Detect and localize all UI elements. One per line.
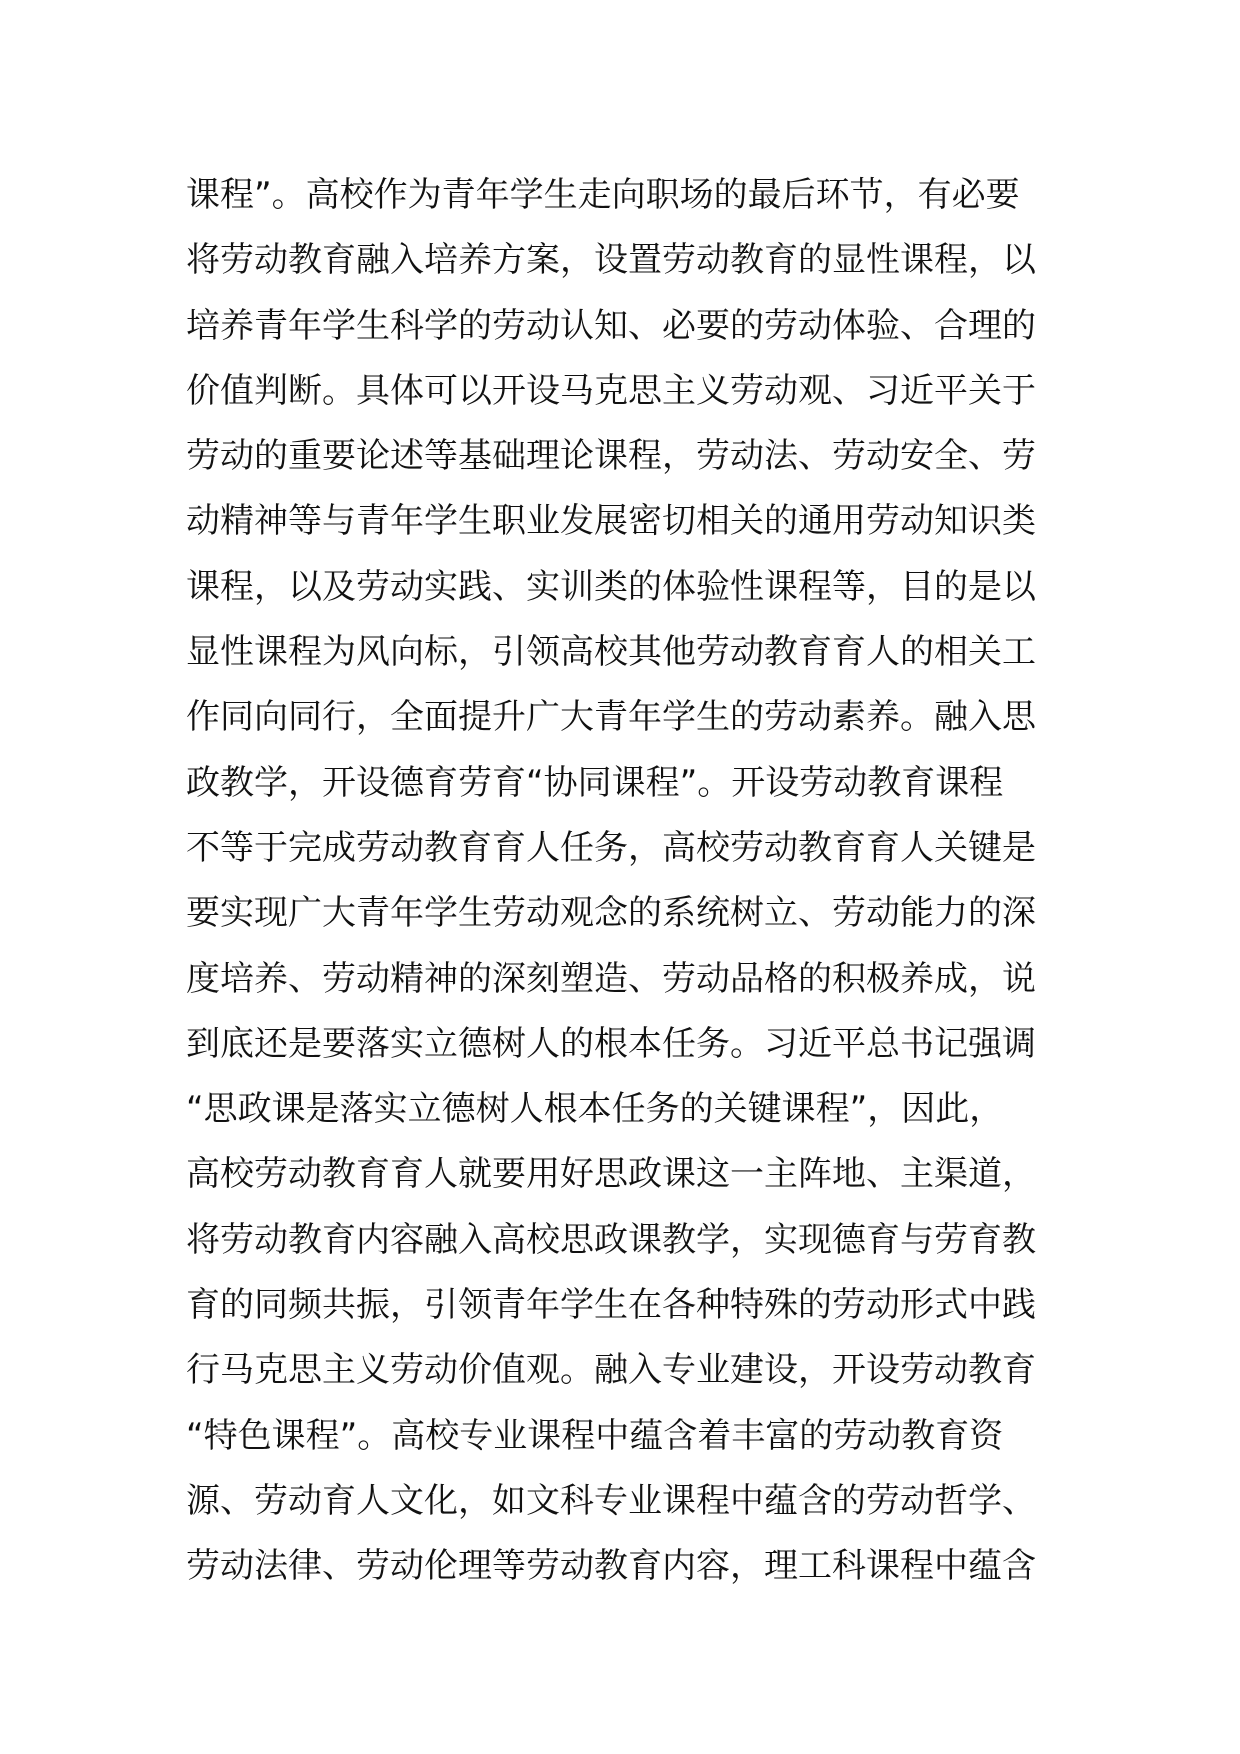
text-line: 不等于完成劳动教育育人任务，高校劳动教育育人关键是 <box>186 827 1036 868</box>
text-line: 将劳动教育融入培养方案，设置劳动教育的显性课程，以 <box>186 240 1036 281</box>
text-line: 价值判断。具体可以开设马克思主义劳动观、习近平关于 <box>186 370 1036 411</box>
body-text <box>186 163 1066 1600</box>
text-line: “思政课是落实立德树人根本任务的关键课程”，因此， <box>186 1089 1004 1130</box>
text-line: 动精神等与青年学生职业发展密切相关的通用劳动知识类 <box>186 501 1036 542</box>
text-line: 行马克思主义劳动价值观。融入专业建设，开设劳动教育 <box>186 1350 1036 1391</box>
text-line: 要实现广大青年学生劳动观念的系统树立、劳动能力的深 <box>186 893 1036 934</box>
text-line: 育的同频共振，引领青年学生在各种特殊的劳动形式中践 <box>186 1285 1036 1326</box>
text-line: 到底还是要落实立德树人的根本任务。习近平总书记强调 <box>186 1023 1036 1064</box>
text-line: 度培养、劳动精神的深刻塑造、劳动品格的积极养成，说 <box>186 958 1036 999</box>
text-line: 高校劳动教育育人就要用好思政课这一主阵地、主渠道， <box>186 1154 1036 1195</box>
text-line: 课程，以及劳动实践、实训类的体验性课程等，目的是以 <box>186 566 1036 607</box>
text-line: 劳动的重要论述等基础理论课程，劳动法、劳动安全、劳 <box>186 436 1036 477</box>
text-line: 将劳动教育内容融入高校思政课教学，实现德育与劳育教 <box>186 1219 1036 1260</box>
text-line: 课程”。高校作为青年学生走向职场的最后环节，有必要 <box>186 175 1020 215</box>
text-line: 源、劳动育人文化，如文科专业课程中蕴含的劳动哲学、 <box>186 1480 1036 1521</box>
text-line: “特色课程”。高校专业课程中蕴含着丰富的劳动教育资 <box>186 1415 1004 1456</box>
text-line: 劳动法律、劳动伦理等劳动教育内容，理工科课程中蕴含 <box>186 1546 1036 1587</box>
text-line: 培养青年学生科学的劳动认知、必要的劳动体验、合理的 <box>186 305 1036 346</box>
text-line: 政教学，开设德育劳育“协同课程”。开设劳动教育课程 <box>186 762 1004 803</box>
text-line: 作同向同行，全面提升广大青年学生的劳动素养。融入思 <box>186 697 1036 738</box>
text-line: 显性课程为风向标，引领高校其他劳动教育育人的相关工 <box>186 632 1036 673</box>
